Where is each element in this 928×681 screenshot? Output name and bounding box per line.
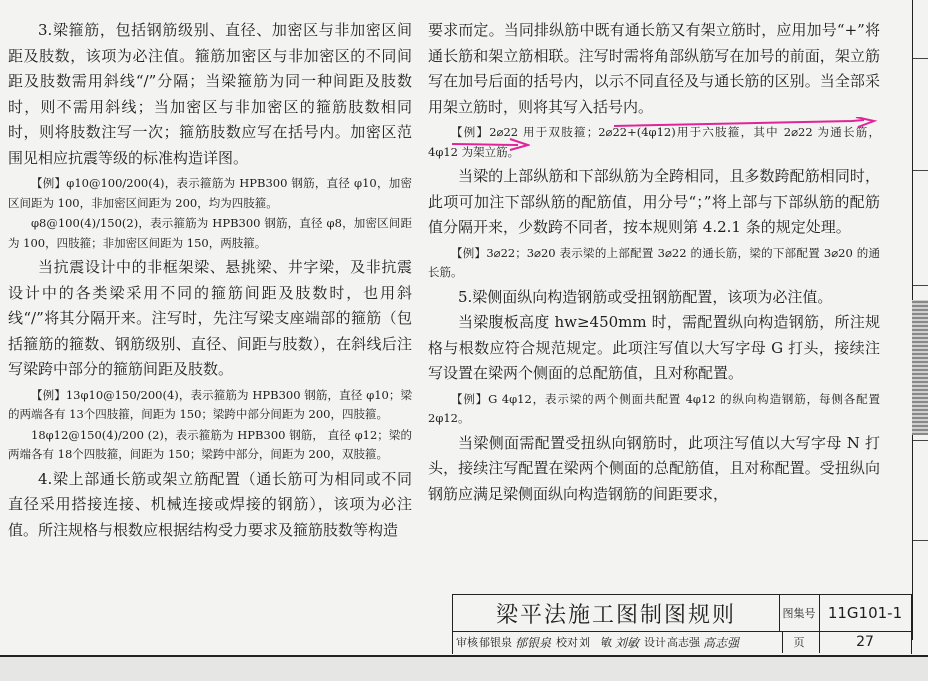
paragraph-torsion-bars: 当梁侧面需配置受扭纵向钢筋时，此项注写值以大写字母 N 打头，接续注写配置在梁两个侧面的总配筋值，且对称配置。受扭纵向钢筋应满足梁侧面纵向构造钢筋的间距要求， — [428, 433, 880, 503]
title-block — [452, 594, 912, 654]
edge-binding-band — [912, 300, 928, 435]
page-number: 27 — [856, 634, 874, 650]
example-top-bars: 【例】2⌀22 用于双肢箍；2⌀22+(4φ12)用于六肢箍，其中 2⌀22 为通长筋，4φ12 为架立筋。 — [428, 125, 880, 159]
example-stirrup-2: φ8@100(4)/150(2)，表示箍筋为 HPB300 钢筋，直径 φ8，加密区间距为 100，四肢箍；非加密区间距为 150，两肢箍。 — [8, 216, 412, 250]
signature-row — [453, 631, 783, 653]
review-signature: 郁银泉 — [515, 635, 552, 650]
right-column — [428, 18, 880, 507]
page-label: 页 — [779, 631, 820, 653]
check-signature: 刘敏 — [615, 635, 640, 650]
highlighted-sentence: 当全部采用架立筋时，则将其写入括号内。 — [428, 72, 880, 116]
drawing-title: 梁平法施工图制图规则 — [453, 595, 780, 632]
bottom-margin — [0, 657, 928, 681]
atlas-number-label: 图集号 — [779, 595, 820, 632]
review-name: 郁银泉 — [479, 636, 512, 649]
paragraph-top-bars-continued — [428, 18, 880, 120]
example-stirrup-3: 【例】13φ10@150/200(4)，表示箍筋为 HPB300 钢筋，直径 φ10；梁的两端各有 13个四肢箍，间距为 150；梁跨中部分间距为 200，四肢箍。 — [8, 387, 412, 421]
design-label: 设计 — [644, 636, 667, 649]
left-column — [8, 18, 412, 543]
review-label: 审核 — [456, 636, 478, 649]
design-signature: 高志强 — [703, 635, 740, 650]
example-side-bars: 【例】G 4φ12，表示梁的两个侧面共配置 4φ12 的纵向构造钢筋，每侧各配置 2φ12。 — [428, 391, 880, 425]
atlas-number: 11G101-1 — [819, 595, 911, 632]
pen-arrow-mark — [452, 137, 530, 151]
check-name: 刘 敏 — [579, 636, 613, 649]
pen-underline-mark — [612, 117, 880, 131]
design-name: 高志强 — [667, 636, 701, 649]
check-label: 校对 — [556, 636, 579, 649]
paragraph-stirrups: 3.梁箍筋，包括钢筋级别、直径、加密区与非加密区间距及肢数，该项为必注值。箍筋加密区与非加密区的不同间距及肢数需用斜线“/”分隔；当梁箍筋为同一种间距及肢数时，则不需用斜线；当加密区与非加密区的箍筋肢数相同时，则将肢数注写一次；箍筋肢数应写在括号内。加密区范围见相应抗震等级的标准构造详图。 — [8, 21, 412, 167]
paragraph-top-bars: 4.梁上部通长筋或架立筋配置（通长筋可为相同或不同直径采用搭接连接、机械连接或焊接的钢筋），该项为必注值。所注规格与根数应根据结构受力要求及箍筋肢数等构造 — [8, 469, 412, 539]
paragraph-bottom-bars: 当梁的上部纵筋和下部纵筋为全跨相同，且多数跨配筋相同时，此项可加注下部纵筋的配筋值，用分号“；”将上部与下部纵筋的配筋值分隔开来，少数跨不同者，按本规则第 4.2.1 条的规定处理。 — [428, 167, 880, 236]
example-stirrup-1: 【例】φ10@100/200(4)，表示箍筋为 HPB300 钢筋，直径 φ10，加密区间距为 100，非加密区间距为 200，均为四肢箍。 — [8, 176, 412, 210]
paragraph-web-height: 当梁腹板高度 hw≥450mm 时，需配置纵向构造钢筋，所注规格与根数应符合规范规定。此项注写值以大写字母 G 打头，接续注写设置在梁两个侧面的总配筋值，且对称配置。 — [428, 313, 880, 382]
example-stirrup-4: 18φ12@150(4)/200 (2)，表示箍筋为 HPB300 钢筋， 直径 φ12；梁的两端各有 18个四肢箍，间距为 150；梁跨中部分，间距为 200，双肢箍。 — [8, 427, 412, 461]
text-continuation: 要求而定。当同排纵筋中既有通长筋又有架立筋时，应用加号“+”将通长筋和架立筋相联。注写时需将角部纵筋写在加号的前面，架立筋写在加号后面的括号内，以示不同直径及与通长筋的区别。 — [428, 21, 880, 90]
example-bottom-bars: 【例】3⌀22；3⌀20 表示梁的上部配置 3⌀22 的通长筋，梁的下部配置 3⌀20 的通长筋。 — [428, 245, 880, 279]
paragraph-side-bars: 5.梁侧面纵向构造钢筋或受扭钢筋配置，该项为必注值。 — [458, 287, 833, 306]
paragraph-seismic-stirrups: 当抗震设计中的非框架梁、悬挑梁、井字梁，及非抗震设计中的各类梁采用不同的箍筋间距及肢数时，也用斜线“/”将其分隔开来。注写时，先注写梁支座端部的箍筋（包括箍筋的箍数、钢筋级别、直径、间距与肢数），在斜线后注写梁跨中部分的箍筋间距及肢数。 — [8, 258, 412, 378]
